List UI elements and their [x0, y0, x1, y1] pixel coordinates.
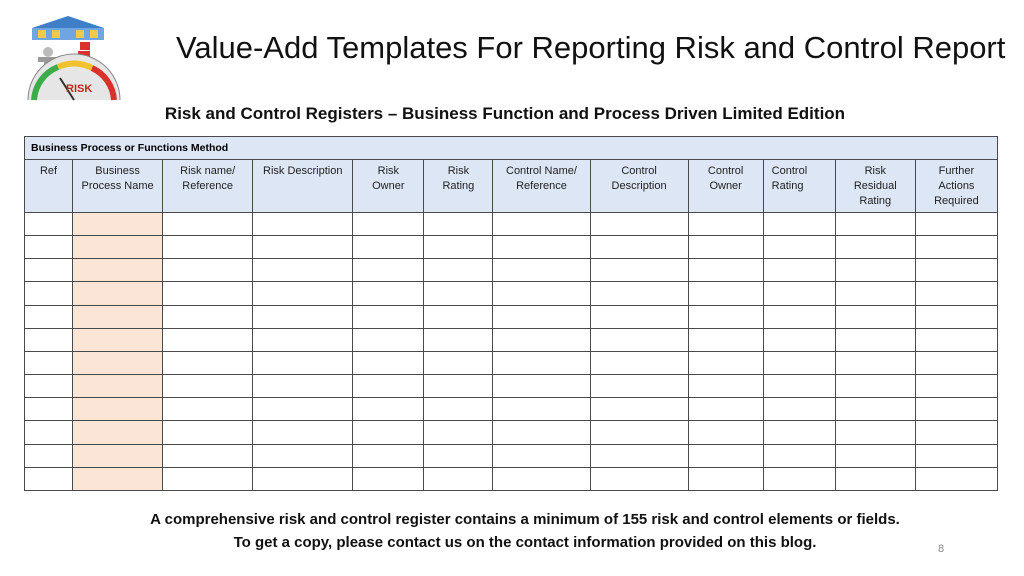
table-row	[25, 259, 998, 282]
footer-line-1: A comprehensive risk and control register contains a minimum of 155 risk and control elements or fields.	[150, 511, 900, 528]
table-cell[interactable]	[253, 351, 353, 374]
table-row	[25, 467, 998, 490]
table-cell[interactable]	[353, 213, 424, 236]
table-cell[interactable]	[763, 421, 835, 444]
column-header	[493, 160, 590, 213]
table-cell[interactable]	[163, 328, 253, 351]
business-process-cell[interactable]	[73, 282, 163, 305]
table-cell[interactable]	[253, 259, 353, 282]
table-cell[interactable]	[590, 236, 688, 259]
table-row	[25, 213, 998, 236]
table-row	[25, 236, 998, 259]
column-header-line: Residual	[853, 180, 897, 192]
logo-gauge-text: RISK	[66, 83, 93, 95]
table-cell[interactable]	[353, 282, 424, 305]
table-cell[interactable]	[590, 213, 688, 236]
risk-control-register-table	[24, 136, 998, 491]
table-cell[interactable]	[253, 282, 353, 305]
business-process-cell[interactable]	[73, 351, 163, 374]
column-header	[25, 160, 73, 213]
table-row	[25, 375, 998, 398]
table-cell[interactable]	[590, 375, 688, 398]
column-header-line: Rating	[442, 180, 475, 192]
column-header-line: Risk	[447, 165, 470, 177]
table-cell[interactable]	[353, 328, 424, 351]
table-cell[interactable]	[590, 282, 688, 305]
table-cell[interactable]	[25, 213, 73, 236]
table-cell[interactable]	[835, 213, 915, 236]
table-cell[interactable]	[163, 305, 253, 328]
table-cell[interactable]	[163, 467, 253, 490]
business-process-cell[interactable]	[73, 259, 163, 282]
table-cell[interactable]	[835, 375, 915, 398]
table-cell[interactable]	[493, 259, 590, 282]
method-label: Business Process or Functions Method	[25, 137, 998, 160]
column-header	[688, 160, 763, 213]
column-header-line: Reference	[182, 180, 234, 192]
column-header-line: Risk Description	[263, 165, 343, 177]
column-header	[424, 160, 493, 213]
table-cell[interactable]	[763, 236, 835, 259]
table-row	[25, 305, 998, 328]
table-cell[interactable]	[763, 398, 835, 421]
table-cell[interactable]	[25, 398, 73, 421]
table-row	[25, 421, 998, 444]
table-cell[interactable]	[835, 259, 915, 282]
table-cell[interactable]	[835, 282, 915, 305]
table-row	[25, 351, 998, 374]
table-cell[interactable]	[915, 444, 997, 467]
column-header	[835, 160, 915, 213]
column-header	[253, 160, 353, 213]
table-cell[interactable]	[163, 259, 253, 282]
table-cell[interactable]	[688, 375, 763, 398]
table-cell[interactable]	[424, 398, 493, 421]
table-cell[interactable]	[25, 375, 73, 398]
table-row	[25, 328, 998, 351]
page-subtitle: Risk and Control Registers – Business Function and Process Driven Limited Edition	[164, 104, 846, 123]
column-header-line: Further	[938, 165, 975, 177]
table-cell[interactable]	[835, 236, 915, 259]
table-cell[interactable]	[424, 259, 493, 282]
table-cell[interactable]	[493, 328, 590, 351]
table-cell[interactable]	[763, 259, 835, 282]
page-number: 8	[938, 543, 945, 555]
table-cell[interactable]	[25, 282, 73, 305]
table-cell[interactable]	[590, 328, 688, 351]
table-cell[interactable]	[424, 467, 493, 490]
table-cell[interactable]	[688, 467, 763, 490]
table-cell[interactable]	[688, 421, 763, 444]
table-cell[interactable]	[493, 236, 590, 259]
risk-gauge-logo	[24, 14, 128, 102]
table-cell[interactable]	[915, 259, 997, 282]
table-cell[interactable]	[163, 282, 253, 305]
column-header-line: Rating	[859, 195, 892, 207]
table-cell[interactable]	[590, 351, 688, 374]
table-cell[interactable]	[688, 444, 763, 467]
table-row	[25, 398, 998, 421]
table-cell[interactable]	[424, 421, 493, 444]
business-process-cell[interactable]	[73, 213, 163, 236]
business-process-cell[interactable]	[73, 236, 163, 259]
column-header-line: Control	[707, 165, 744, 177]
column-header-line: Risk name/	[180, 165, 236, 177]
table-cell[interactable]	[493, 467, 590, 490]
table-cell[interactable]	[763, 305, 835, 328]
table-cell[interactable]	[25, 421, 73, 444]
table-cell[interactable]	[353, 305, 424, 328]
table-cell[interactable]	[25, 328, 73, 351]
table-cell[interactable]	[763, 282, 835, 305]
table-cell[interactable]	[353, 259, 424, 282]
table-cell[interactable]	[835, 421, 915, 444]
table-cell[interactable]	[163, 236, 253, 259]
table-cell[interactable]	[25, 259, 73, 282]
table-cell[interactable]	[688, 328, 763, 351]
table-cell[interactable]	[915, 305, 997, 328]
table-cell[interactable]	[424, 328, 493, 351]
footer-note	[0, 508, 1024, 554]
business-process-cell[interactable]	[73, 444, 163, 467]
column-header	[163, 160, 253, 213]
table-cell[interactable]	[493, 398, 590, 421]
column-header-line: Business	[95, 165, 140, 177]
page-title: Value-Add Templates For Reporting Risk and Control Report	[176, 30, 1006, 65]
column-header-line: Description	[611, 180, 667, 192]
table-cell[interactable]	[253, 305, 353, 328]
table-cell[interactable]	[915, 328, 997, 351]
table-cell[interactable]	[493, 444, 590, 467]
table-cell[interactable]	[353, 375, 424, 398]
table-cell[interactable]	[163, 375, 253, 398]
business-process-cell[interactable]	[73, 328, 163, 351]
business-process-cell[interactable]	[73, 421, 163, 444]
table-cell[interactable]	[763, 213, 835, 236]
table-cell[interactable]	[163, 444, 253, 467]
table-cell[interactable]	[590, 444, 688, 467]
table-cell[interactable]	[253, 444, 353, 467]
table-cell[interactable]	[835, 398, 915, 421]
table-cell[interactable]	[763, 328, 835, 351]
column-header	[353, 160, 424, 213]
table-cell[interactable]	[353, 236, 424, 259]
table-cell[interactable]	[915, 375, 997, 398]
table-cell[interactable]	[688, 282, 763, 305]
table-cell[interactable]	[835, 351, 915, 374]
table-cell[interactable]	[493, 421, 590, 444]
table-cell[interactable]	[353, 421, 424, 444]
table-cell[interactable]	[835, 328, 915, 351]
column-header	[73, 160, 163, 213]
table-cell[interactable]	[163, 398, 253, 421]
table-cell[interactable]	[25, 236, 73, 259]
table-cell[interactable]	[590, 259, 688, 282]
table-cell[interactable]	[590, 305, 688, 328]
business-process-cell[interactable]	[73, 375, 163, 398]
table-cell[interactable]	[253, 236, 353, 259]
table-cell[interactable]	[835, 305, 915, 328]
column-header-line: Control	[771, 165, 808, 177]
table-cell[interactable]	[253, 375, 353, 398]
table-cell[interactable]	[163, 351, 253, 374]
column-header-line: Risk	[864, 165, 886, 177]
column-header-line: Process Name	[81, 180, 154, 192]
table-cell[interactable]	[688, 213, 763, 236]
table-cell[interactable]	[424, 282, 493, 305]
table-cell[interactable]	[688, 259, 763, 282]
table-cell[interactable]	[763, 351, 835, 374]
business-process-cell[interactable]	[73, 305, 163, 328]
table-cell[interactable]	[424, 375, 493, 398]
column-header-line: Risk	[377, 165, 400, 177]
column-header-line: Required	[934, 195, 979, 207]
table-cell[interactable]	[253, 213, 353, 236]
table-cell[interactable]	[424, 444, 493, 467]
column-header-line: Ref	[39, 165, 58, 177]
column-header-line: Control	[621, 165, 657, 177]
table-cell[interactable]	[915, 351, 997, 374]
table-cell[interactable]	[590, 421, 688, 444]
table-cell[interactable]	[353, 351, 424, 374]
table-cell[interactable]	[163, 213, 253, 236]
column-header-line: Reference	[516, 180, 567, 192]
table-cell[interactable]	[253, 398, 353, 421]
table-cell[interactable]	[915, 213, 997, 236]
column-header-line: Owner	[709, 180, 742, 192]
table-cell[interactable]	[688, 398, 763, 421]
column-header-line: Control Name/	[506, 165, 577, 177]
table-cell[interactable]	[353, 467, 424, 490]
table-cell[interactable]	[835, 467, 915, 490]
table-cell[interactable]	[590, 467, 688, 490]
business-process-cell[interactable]	[73, 467, 163, 490]
table-cell[interactable]	[493, 351, 590, 374]
table-cell[interactable]	[253, 328, 353, 351]
table-cell[interactable]	[25, 351, 73, 374]
table-cell[interactable]	[163, 421, 253, 444]
column-header-line: Owner	[372, 180, 405, 192]
table-cell[interactable]	[353, 398, 424, 421]
table-cell[interactable]	[915, 282, 997, 305]
column-header	[590, 160, 688, 213]
column-header-line: Rating	[771, 180, 804, 192]
column-header	[915, 160, 997, 213]
table-cell[interactable]	[424, 305, 493, 328]
table-cell[interactable]	[915, 421, 997, 444]
table-cell[interactable]	[688, 351, 763, 374]
table-cell[interactable]	[493, 305, 590, 328]
table-cell[interactable]	[25, 305, 73, 328]
footer-line-2: To get a copy, please contact us on the contact information provided on this blog.	[233, 534, 817, 551]
table-cell[interactable]	[763, 444, 835, 467]
table-cell[interactable]	[424, 236, 493, 259]
table-cell[interactable]	[590, 398, 688, 421]
table-cell[interactable]	[688, 236, 763, 259]
table-cell[interactable]	[424, 213, 493, 236]
column-header-line: Actions	[938, 180, 975, 192]
table-cell[interactable]	[25, 467, 73, 490]
table-row	[25, 282, 998, 305]
table-cell[interactable]	[25, 444, 73, 467]
business-process-cell[interactable]	[73, 398, 163, 421]
table-cell[interactable]	[353, 444, 424, 467]
table-cell[interactable]	[688, 305, 763, 328]
table-cell[interactable]	[915, 398, 997, 421]
table-cell[interactable]	[763, 467, 835, 490]
table-row	[25, 444, 998, 467]
table-cell[interactable]	[424, 351, 493, 374]
table-cell[interactable]	[915, 236, 997, 259]
column-header	[763, 160, 835, 213]
table-cell[interactable]	[915, 467, 997, 490]
table-cell[interactable]	[253, 467, 353, 490]
table-cell[interactable]	[493, 375, 590, 398]
table-cell[interactable]	[253, 421, 353, 444]
table-cell[interactable]	[835, 444, 915, 467]
table-cell[interactable]	[493, 282, 590, 305]
table-cell[interactable]	[763, 375, 835, 398]
table-cell[interactable]	[493, 213, 590, 236]
